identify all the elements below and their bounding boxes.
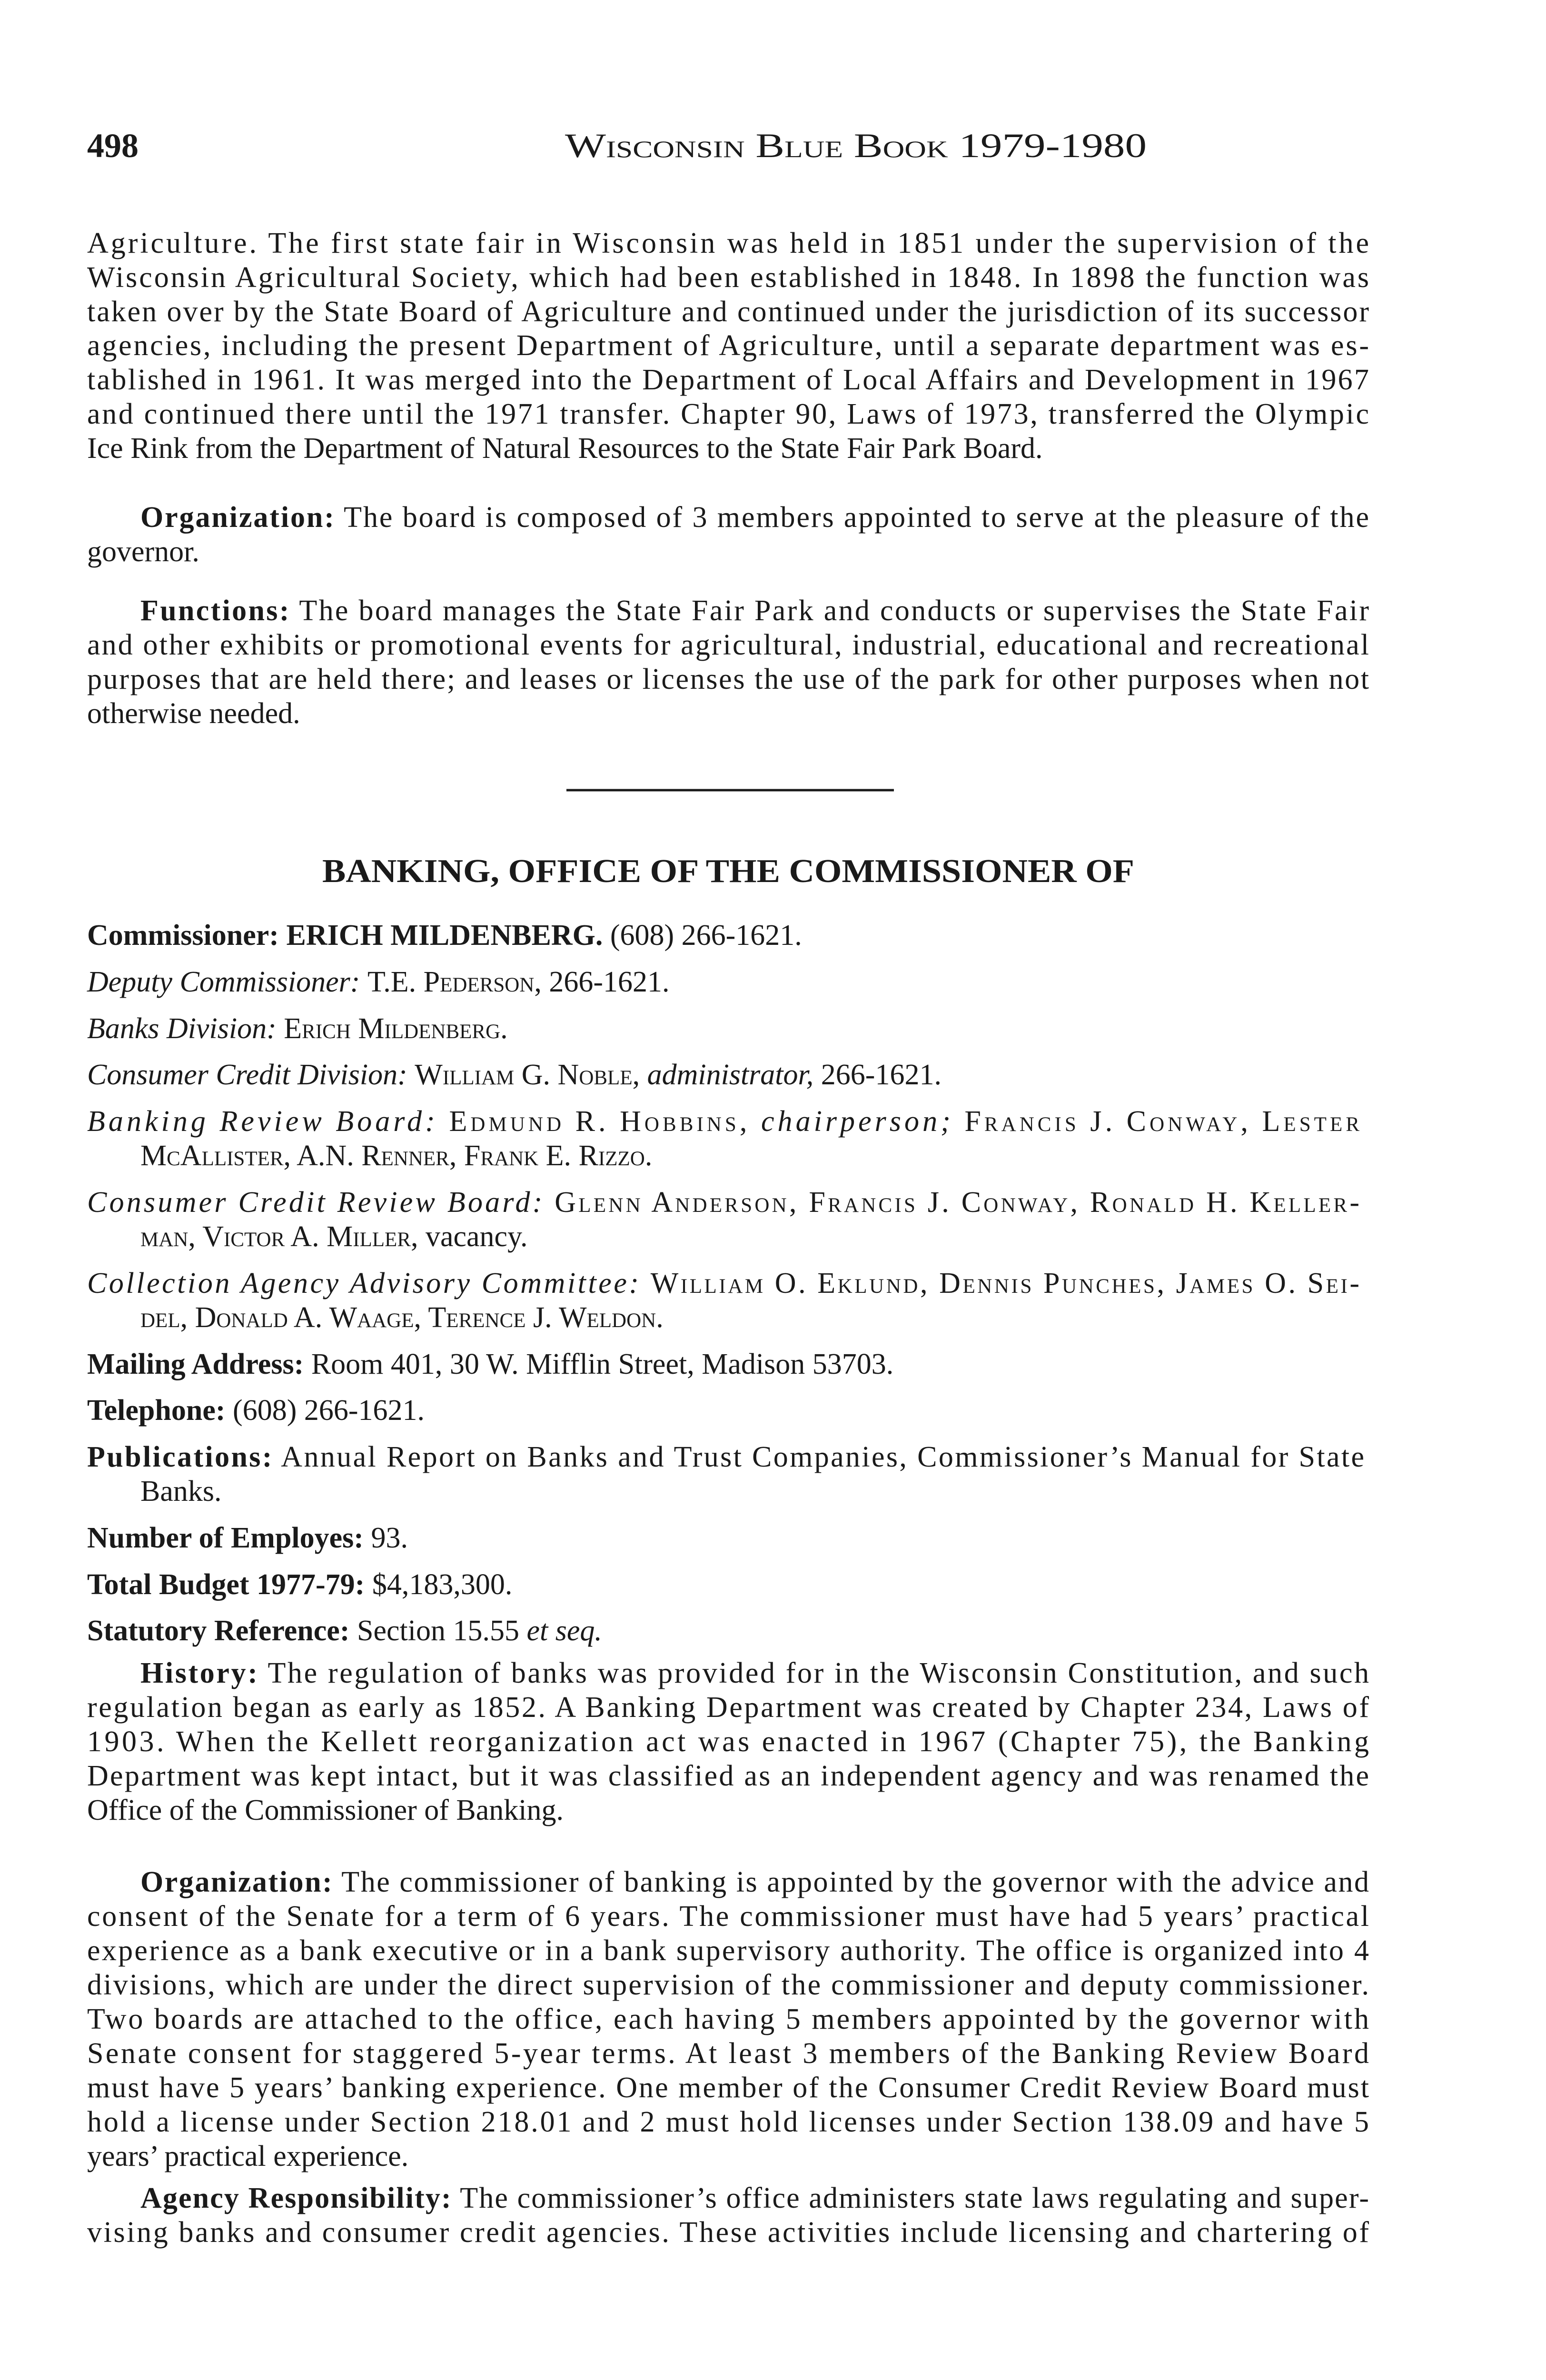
agency-responsibility-line: Agency Responsibility: The commissioner’s office administers state laws regulating and super- (140, 2182, 1369, 2214)
banking-history-line: regulation began as early as 1852. A Banking Department was created by Chapter 234, Laws of (87, 1691, 1369, 1724)
fair-organization-line: governor. (87, 536, 199, 568)
banking-history-line: 1903. When the Kellett reorganization act was enacted in 1967 (Chapter 75), the Banking (87, 1726, 1369, 1758)
commissioner-line: Commissioner: ERICH MILDENBERG. (608) 266-1621. (87, 919, 802, 952)
fair-history-line: agencies, including the present Department of Agriculture, until a separate department was es- (87, 329, 1369, 362)
publications-line: Publications: Annual Report on Banks and Trust Companies, Commissioner’s Manual for State (87, 1441, 1364, 1473)
mailing-address-label: Mailing Address: (87, 1348, 304, 1380)
banking-organization-line: Two boards are attached to the office, each having 5 members appointed by the governor with (87, 2003, 1369, 2035)
banks-division-label: Banks Division: (87, 1012, 277, 1045)
banking-organization-label: Organization: (140, 1866, 332, 1898)
banking-organization-line: must have 5 years’ banking experience. One member of the Consumer Credit Review Board must (87, 2072, 1369, 2104)
fair-functions-label: Functions: (140, 595, 289, 627)
fair-functions-line: purposes that are held there; and leases or licenses the use of the park for other purposes when not (87, 663, 1369, 695)
fair-organization-line: Organization: The board is composed of 3 members appointed to serve at the pleasure of the (140, 501, 1369, 534)
caac-line: del, Donald A. Waage, Terence J. Weldon. (140, 1301, 664, 1334)
fair-history-line: Wisconsin Agricultural Society, which had been established in 1848. In 1898 the function was (87, 261, 1369, 294)
banking-organization-line: hold a license under Section 218.01 and 2 must hold licenses under Section 138.09 and have 5 (87, 2106, 1369, 2138)
fair-functions-line: otherwise needed. (87, 697, 300, 730)
banking-organization-line: years’ practical experience. (87, 2140, 409, 2172)
publications-label: Publications: (87, 1441, 272, 1473)
agency-responsibility-label: Agency Responsibility: (140, 2182, 451, 2214)
banking-review-line: Banking Review Board: Edmund R. Hobbins, chairperson; Francis J. Conway, Lester (87, 1105, 1359, 1138)
statutory-label: Statutory Reference: (87, 1615, 350, 1647)
fair-functions-line: Functions: The board manages the State Fair Park and conducts or supervises the State Fair (140, 595, 1369, 627)
fair-history-line: taken over by the State Board of Agriculture and continued under the jurisdiction of its successor (87, 296, 1369, 328)
commissioner-label: Commissioner: (87, 919, 279, 952)
running-title: Wisconsin Blue Book 1979-1980 (565, 127, 1147, 165)
employees-label: Number of Employes: (87, 1522, 364, 1554)
banking-review-line: McAllister, A.N. Renner, Frank E. Rizzo. (140, 1140, 653, 1172)
consumer-credit-line: Consumer Credit Division: William G. Noble, administrator, 266-1621. (87, 1059, 941, 1091)
mailing-address-line: Mailing Address: Room 401, 30 W. Mifflin Street, Madison 53703. (87, 1348, 894, 1380)
fair-organization-label: Organization: (140, 501, 334, 534)
caac-line: Collection Agency Advisory Committee: William O. Eklund, Dennis Punches, James O. Sei- (87, 1267, 1360, 1299)
banking-history-line: Office of the Commissioner of Banking. (87, 1794, 564, 1826)
ccrb-line: Consumer Credit Review Board: Glenn Anderson, Francis J. Conway, Ronald H. Keller- (87, 1186, 1359, 1219)
banking-organization-line: Organization: The commissioner of banking is appointed by the governor with the advice and (140, 1866, 1369, 1898)
banking-history-line: Department was kept intact, but it was classified as an independent agency and was renamed the (87, 1760, 1369, 1792)
telephone-label: Telephone: (87, 1394, 226, 1427)
banks-division-line: Banks Division: Erich Mildenberg. (87, 1012, 508, 1045)
banking-history-label: History: (140, 1657, 258, 1689)
publications-line: Banks. (140, 1475, 222, 1507)
consumer-credit-label: Consumer Credit Division: (87, 1059, 407, 1091)
banking-organization-line: divisions, which are under the direct supervision of the commissioner and deputy commissioner. (87, 1969, 1369, 2001)
fair-history-line: Agriculture. The first state fair in Wisconsin was held in 1851 under the supervision of the (87, 227, 1369, 259)
caac-label: Collection Agency Advisory Committee: (87, 1267, 639, 1299)
fair-history-line: and continued there until the 1971 transfer. Chapter 90, Laws of 1973, transferred the Olympic (87, 398, 1369, 430)
employees-line: Number of Employes: 93. (87, 1522, 408, 1554)
fair-history-line: Ice Rink from the Department of Natural Resources to the State Fair Park Board. (87, 432, 1043, 465)
banking-organization-line: Senate consent for staggered 5-year terms. At least 3 members of the Banking Review Board (87, 2037, 1369, 2070)
fair-functions-line: and other exhibits or promotional events for agricultural, industrial, educational and recreational (87, 629, 1369, 661)
banking-organization-line: experience as a bank executive or in a bank supervisory authority. The office is organized into 4 (87, 1934, 1369, 1967)
telephone-line: Telephone: (608) 266-1621. (87, 1394, 425, 1427)
page-number: 498 (87, 127, 139, 165)
fair-history-line: tablished in 1961. It was merged into the Department of Local Affairs and Development in 1967 (87, 364, 1369, 396)
deputy-line: Deputy Commissioner: T.E. Pederson, 266-1621. (87, 966, 670, 998)
banking-history-line: History: The regulation of banks was provided for in the Wisconsin Constitution, and such (140, 1657, 1369, 1689)
agency-responsibility-line: vising banks and consumer credit agencies. These activities include licensing and chartering of (87, 2216, 1369, 2249)
section-title: BANKING, OFFICE OF THE COMMISSIONER OF (322, 853, 1134, 890)
banking-review-label: Banking Review Board: (87, 1105, 435, 1138)
ccrb-line: man, Victor A. Miller, vacancy. (140, 1220, 528, 1253)
ccrb-label: Consumer Credit Review Board: (87, 1186, 543, 1219)
statutory-line: Statutory Reference: Section 15.55 et seq. (87, 1615, 602, 1647)
banking-organization-line: consent of the Senate for a term of 6 years. The commissioner must have had 5 years’ practical (87, 1900, 1369, 1933)
deputy-label: Deputy Commissioner: (87, 966, 360, 998)
fair-history-paragraph (87, 227, 1369, 465)
budget-line: Total Budget 1977-79: $4,183,300. (87, 1568, 513, 1601)
budget-label: Total Budget 1977-79: (87, 1568, 365, 1601)
